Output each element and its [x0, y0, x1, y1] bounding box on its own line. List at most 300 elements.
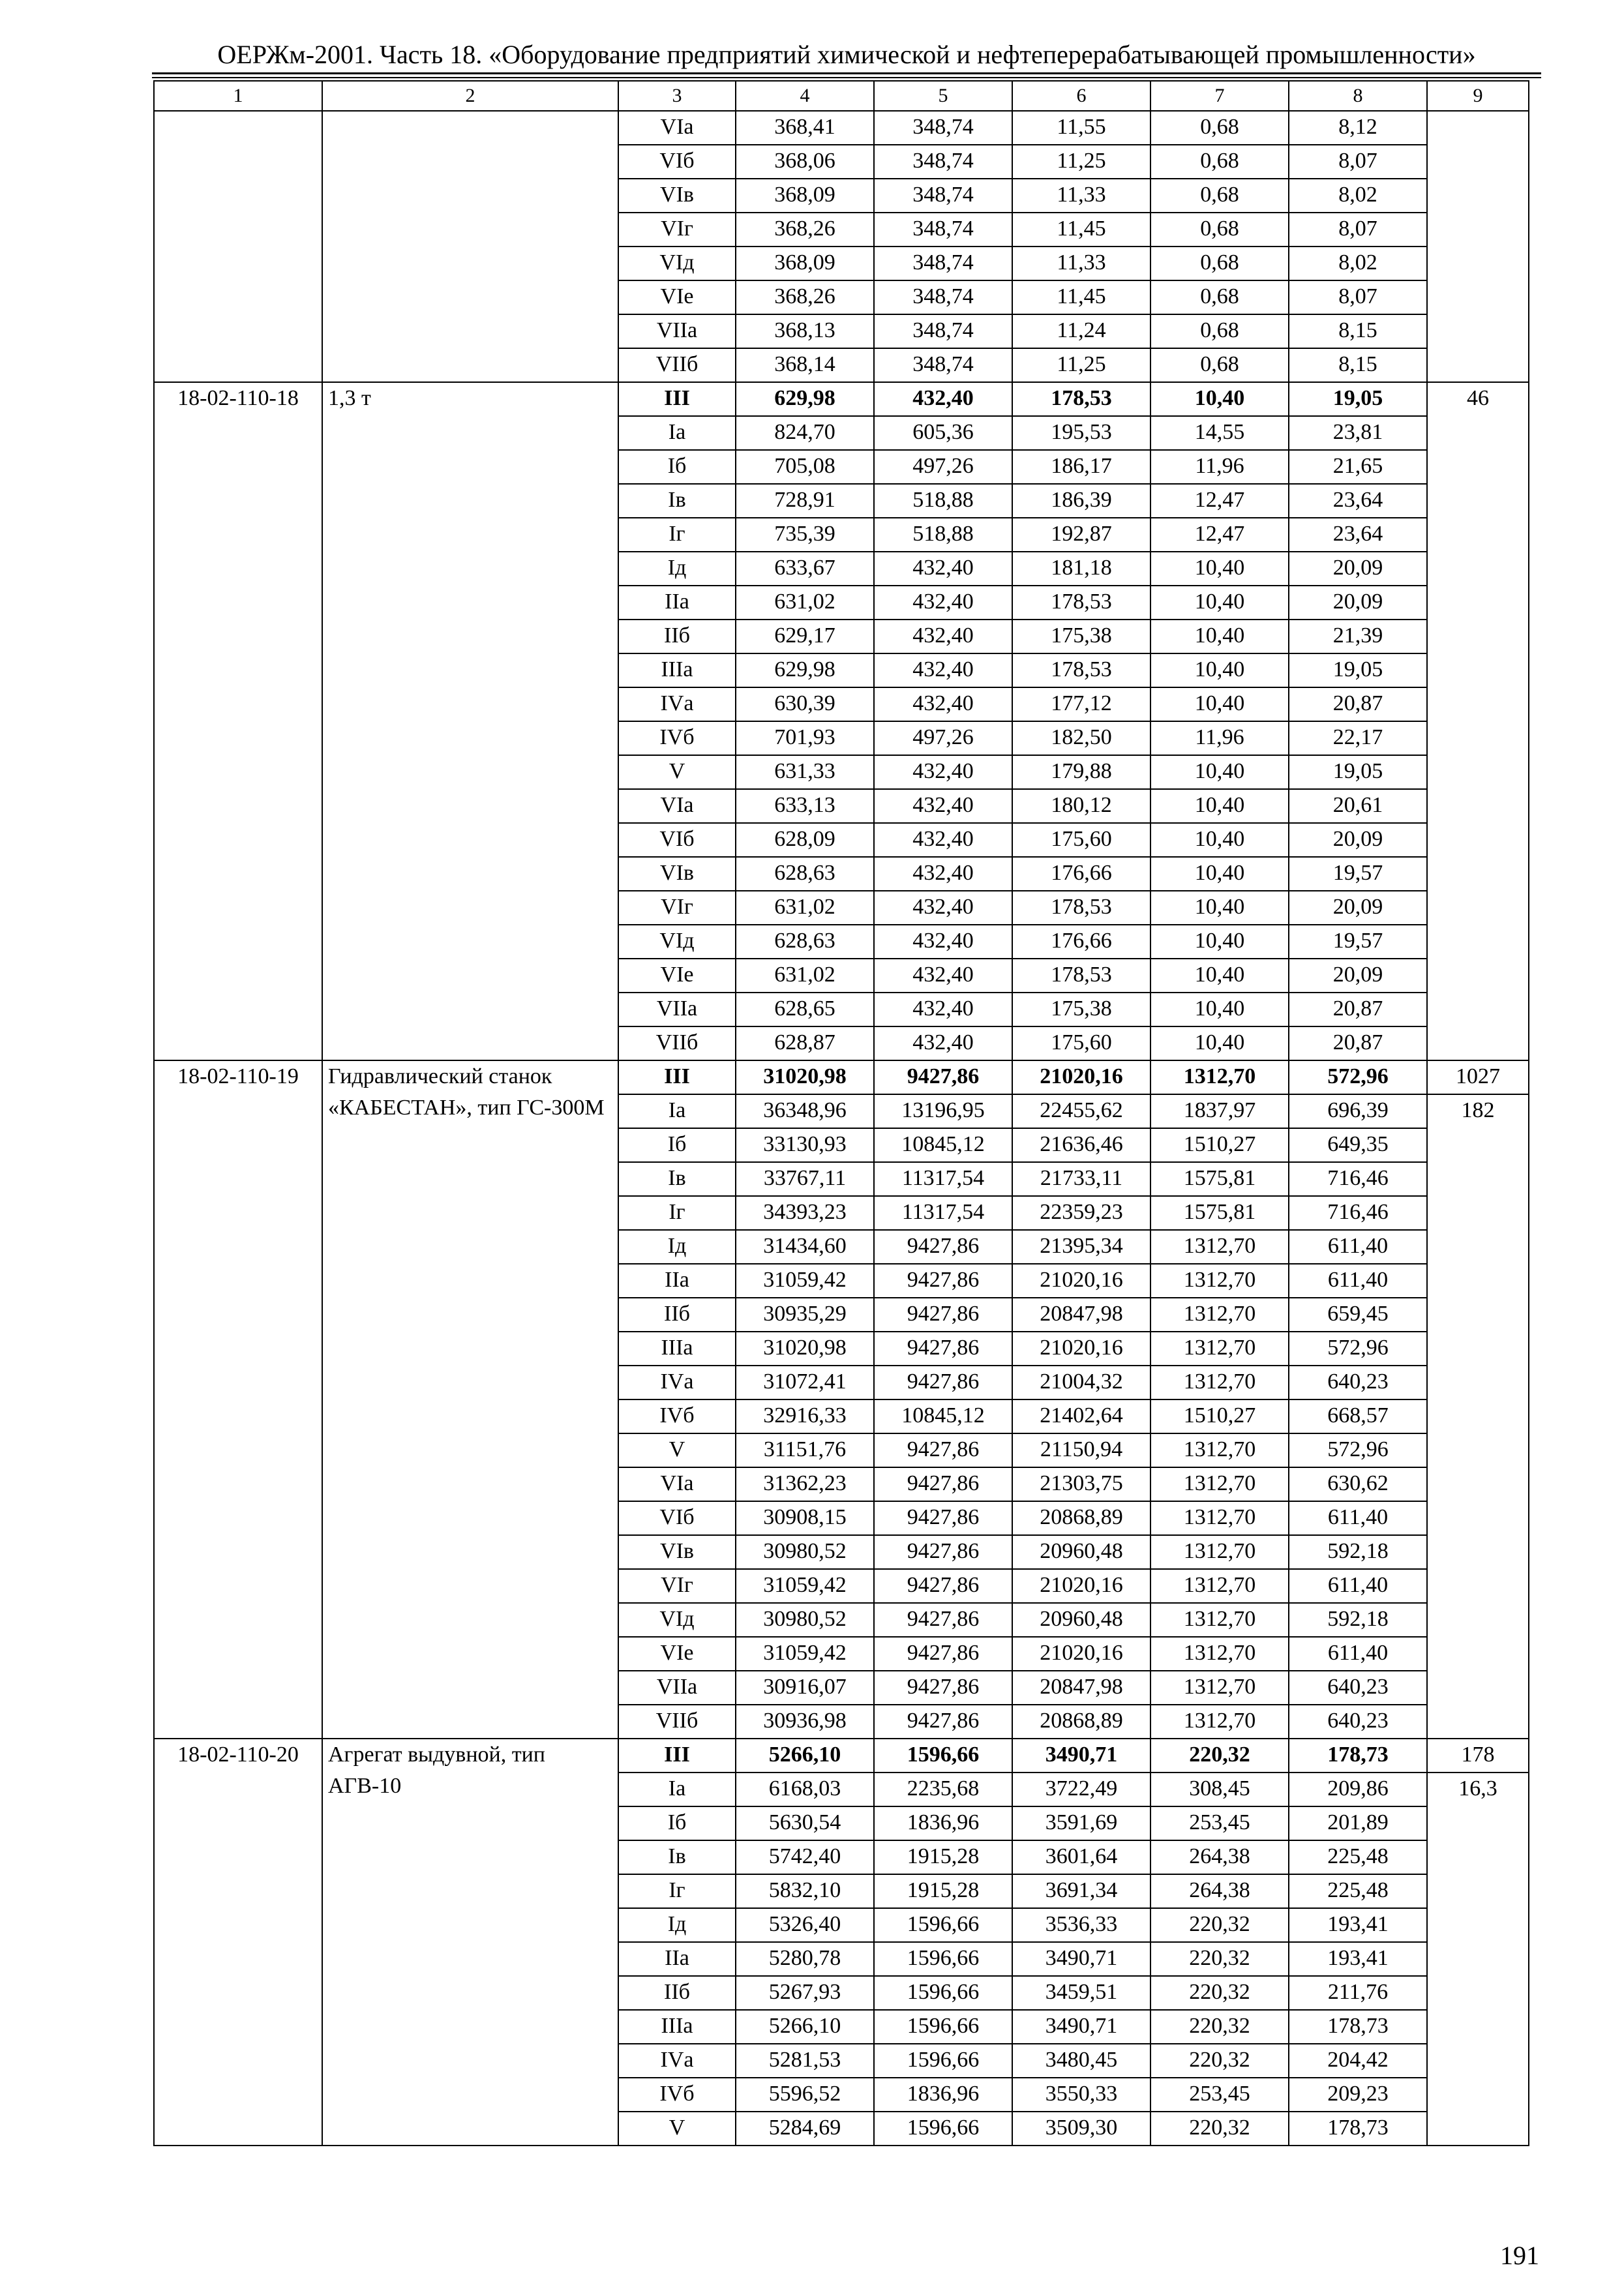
table-row	[154, 1060, 1529, 1094]
value-cell: 10,40	[1150, 620, 1289, 653]
value-cell: 9427,86	[874, 1705, 1012, 1739]
value-cell: 13196,95	[874, 1094, 1012, 1128]
level-cell: VIе	[618, 959, 736, 993]
value-cell: 11317,54	[874, 1162, 1012, 1196]
value-cell: 432,40	[874, 823, 1012, 857]
value-cell: 432,40	[874, 993, 1012, 1026]
value-cell: 209,23	[1289, 2078, 1427, 2112]
column-number: 8	[1289, 81, 1427, 111]
value-cell: 1596,66	[874, 2044, 1012, 2078]
value-cell: 3490,71	[1012, 2010, 1150, 2044]
value-cell: 432,40	[874, 857, 1012, 891]
value-cell: 209,86	[1289, 1773, 1427, 1806]
value-cell: 9427,86	[874, 1569, 1012, 1603]
value-cell: 432,40	[874, 891, 1012, 925]
value-cell: 0,68	[1150, 213, 1289, 247]
value-cell: 10,40	[1150, 382, 1289, 416]
value-cell: 220,32	[1150, 2010, 1289, 2044]
table-row	[154, 1739, 1529, 1773]
value-cell: 633,67	[736, 552, 874, 586]
value-cell: 497,26	[874, 450, 1012, 484]
level-cell: III	[618, 382, 736, 416]
value-cell: 1312,70	[1150, 1060, 1289, 1094]
value-cell: 11,55	[1012, 111, 1150, 145]
value-cell: 10,40	[1150, 891, 1289, 925]
level-cell: V	[618, 1433, 736, 1467]
value-cell: 220,32	[1150, 1976, 1289, 2010]
level-cell: III	[618, 1060, 736, 1094]
value-cell: 629,98	[736, 653, 874, 687]
value-cell: 193,41	[1289, 1908, 1427, 1942]
value-cell: 628,65	[736, 993, 874, 1026]
value-cell: 0,68	[1150, 314, 1289, 348]
level-cell: Iг	[618, 1874, 736, 1908]
value-cell: 1312,70	[1150, 1467, 1289, 1501]
value-cell: 195,53	[1012, 416, 1150, 450]
value-cell: 572,96	[1289, 1060, 1427, 1094]
value-cell: 22,17	[1289, 721, 1427, 755]
value-cell: 633,13	[736, 789, 874, 823]
level-cell: V	[618, 755, 736, 789]
name-cell	[322, 111, 618, 382]
value-cell: 3480,45	[1012, 2044, 1150, 2078]
value-cell: 1596,66	[874, 1976, 1012, 2010]
value-cell: 178,53	[1012, 653, 1150, 687]
value-cell: 21636,46	[1012, 1128, 1150, 1162]
value-cell: 631,33	[736, 755, 874, 789]
value-cell: 5266,10	[736, 2010, 874, 2044]
value-cell: 631,02	[736, 586, 874, 620]
item-code: 18-02-110-20	[154, 1739, 322, 2146]
value-cell: 1596,66	[874, 1942, 1012, 1976]
level-cell: VIд	[618, 925, 736, 959]
value-cell: 31059,42	[736, 1264, 874, 1298]
value-cell: 12,47	[1150, 484, 1289, 518]
value-cell: 23,64	[1289, 484, 1427, 518]
value-cell: 1312,70	[1150, 1501, 1289, 1535]
value-cell: 348,74	[874, 145, 1012, 179]
value-cell: 628,63	[736, 857, 874, 891]
value-cell: 225,48	[1289, 1840, 1427, 1874]
value-cell: 630,62	[1289, 1467, 1427, 1501]
level-cell: IIIа	[618, 653, 736, 687]
value-cell: 20,87	[1289, 993, 1427, 1026]
level-cell: Iб	[618, 1806, 736, 1840]
value-cell: 348,74	[874, 280, 1012, 314]
value-cell: 368,09	[736, 179, 874, 213]
value-cell: 1312,70	[1150, 1671, 1289, 1705]
item-name: 1,3 т	[322, 382, 618, 1060]
value-cell: 659,45	[1289, 1298, 1427, 1332]
value-cell: 21,65	[1289, 450, 1427, 484]
value-cell: 10,40	[1150, 755, 1289, 789]
value-cell: 220,32	[1150, 1908, 1289, 1942]
value-cell: 630,39	[736, 687, 874, 721]
value-cell: 175,60	[1012, 1026, 1150, 1060]
value-cell: 611,40	[1289, 1569, 1427, 1603]
value-cell: 3591,69	[1012, 1806, 1150, 1840]
value-cell: 1510,27	[1150, 1399, 1289, 1433]
level-cell: IIб	[618, 1976, 736, 2010]
value-cell: 10,40	[1150, 552, 1289, 586]
value-cell: 5266,10	[736, 1739, 874, 1773]
value-cell: 640,23	[1289, 1366, 1427, 1399]
value-cell: 10,40	[1150, 959, 1289, 993]
value-cell: 3490,71	[1012, 1942, 1150, 1976]
value-cell: 5267,93	[736, 1976, 874, 2010]
header-rule	[152, 72, 1541, 74]
value-cell: 31072,41	[736, 1366, 874, 1399]
value-cell: 668,57	[1289, 1399, 1427, 1433]
level-cell: IIа	[618, 1942, 736, 1976]
value-cell: 21150,94	[1012, 1433, 1150, 1467]
level-cell: VIв	[618, 1535, 736, 1569]
value-cell: 631,02	[736, 891, 874, 925]
value-cell: 179,88	[1012, 755, 1150, 789]
value-cell: 0,68	[1150, 111, 1289, 145]
value-cell: 11,25	[1012, 348, 1150, 382]
value-cell: 1312,70	[1150, 1603, 1289, 1637]
value-cell: 31059,42	[736, 1637, 874, 1671]
header-rule-thin	[152, 77, 1541, 78]
value-cell: 432,40	[874, 653, 1012, 687]
value-cell: 5742,40	[736, 1840, 874, 1874]
value-cell: 31362,23	[736, 1467, 874, 1501]
value-cell: 705,08	[736, 450, 874, 484]
value-cell: 10,40	[1150, 653, 1289, 687]
level-cell: Iг	[618, 518, 736, 552]
value-cell: 21004,32	[1012, 1366, 1150, 1399]
value-cell: 1596,66	[874, 1739, 1012, 1773]
value-cell: 432,40	[874, 620, 1012, 653]
value-cell: 5281,53	[736, 2044, 874, 2078]
value-cell: 432,40	[874, 1026, 1012, 1060]
value-cell: 1312,70	[1150, 1637, 1289, 1671]
value-cell: 1837,97	[1150, 1094, 1289, 1128]
value-cell: 1312,70	[1150, 1535, 1289, 1569]
col9-cell	[1427, 111, 1529, 382]
level-cell: Iв	[618, 484, 736, 518]
value-cell: 1312,70	[1150, 1332, 1289, 1366]
value-cell: 21020,16	[1012, 1637, 1150, 1671]
value-cell: 716,46	[1289, 1162, 1427, 1196]
item-name: Гидравлический станок «КАБЕСТАН», тип ГС-300М	[322, 1060, 618, 1739]
value-cell: 10845,12	[874, 1399, 1012, 1433]
value-cell: 22455,62	[1012, 1094, 1150, 1128]
value-cell: 21733,11	[1012, 1162, 1150, 1196]
value-cell: 605,36	[874, 416, 1012, 450]
value-cell: 9427,86	[874, 1298, 1012, 1332]
value-cell: 34393,23	[736, 1196, 874, 1230]
level-cell: IVа	[618, 2044, 736, 2078]
value-cell: 176,66	[1012, 857, 1150, 891]
level-cell: VIа	[618, 1467, 736, 1501]
value-cell: 21020,16	[1012, 1264, 1150, 1298]
value-cell: 178,53	[1012, 891, 1150, 925]
value-cell: 33767,11	[736, 1162, 874, 1196]
level-cell: Iв	[618, 1840, 736, 1874]
value-cell: 19,05	[1289, 653, 1427, 687]
value-cell: 368,06	[736, 145, 874, 179]
value-cell: 9427,86	[874, 1332, 1012, 1366]
col9-value: 46	[1427, 382, 1529, 1060]
value-cell: 8,02	[1289, 247, 1427, 280]
value-cell: 20,09	[1289, 586, 1427, 620]
level-cell: Iд	[618, 1908, 736, 1942]
value-cell: 10,40	[1150, 586, 1289, 620]
value-cell: 3536,33	[1012, 1908, 1150, 1942]
value-cell: 23,81	[1289, 416, 1427, 450]
value-cell: 192,87	[1012, 518, 1150, 552]
value-cell: 518,88	[874, 518, 1012, 552]
page-header: ОЕРЖм-2001. Часть 18. «Оборудование предприятий химической и нефтеперерабатывающей промышленности»	[217, 40, 1476, 69]
value-cell: 8,15	[1289, 348, 1427, 382]
value-cell: 572,96	[1289, 1433, 1427, 1467]
value-cell: 9427,86	[874, 1603, 1012, 1637]
table-body	[154, 111, 1529, 2146]
value-cell: 10,40	[1150, 925, 1289, 959]
value-cell: 629,98	[736, 382, 874, 416]
value-cell: 5280,78	[736, 1942, 874, 1976]
value-cell: 432,40	[874, 586, 1012, 620]
value-cell: 1312,70	[1150, 1264, 1289, 1298]
value-cell: 432,40	[874, 687, 1012, 721]
value-cell: 3722,49	[1012, 1773, 1150, 1806]
value-cell: 649,35	[1289, 1128, 1427, 1162]
value-cell: 178,53	[1012, 382, 1150, 416]
value-cell: 348,74	[874, 247, 1012, 280]
value-cell: 30936,98	[736, 1705, 874, 1739]
value-cell: 20,87	[1289, 1026, 1427, 1060]
level-cell: VIг	[618, 1569, 736, 1603]
value-cell: 1312,70	[1150, 1705, 1289, 1739]
value-cell: 177,12	[1012, 687, 1150, 721]
value-cell: 1915,28	[874, 1840, 1012, 1874]
value-cell: 1596,66	[874, 1908, 1012, 1942]
value-cell: 5284,69	[736, 2112, 874, 2146]
level-cell: VIд	[618, 247, 736, 280]
value-cell: 10,40	[1150, 1026, 1289, 1060]
value-cell: 611,40	[1289, 1637, 1427, 1671]
value-cell: 348,74	[874, 213, 1012, 247]
value-cell: 3459,51	[1012, 1976, 1150, 2010]
value-cell: 3691,34	[1012, 1874, 1150, 1908]
value-cell: 348,74	[874, 111, 1012, 145]
level-cell: IVб	[618, 1399, 736, 1433]
value-cell: 11,96	[1150, 450, 1289, 484]
value-cell: 9427,86	[874, 1230, 1012, 1264]
value-cell: 1312,70	[1150, 1230, 1289, 1264]
value-cell: 348,74	[874, 314, 1012, 348]
value-cell: 33130,93	[736, 1128, 874, 1162]
value-cell: 432,40	[874, 382, 1012, 416]
value-cell: 9427,86	[874, 1501, 1012, 1535]
value-cell: 10845,12	[874, 1128, 1012, 1162]
value-cell: 11,45	[1012, 213, 1150, 247]
level-cell: VIв	[618, 857, 736, 891]
value-cell: 20868,89	[1012, 1501, 1150, 1535]
value-cell: 21303,75	[1012, 1467, 1150, 1501]
level-cell: Iб	[618, 450, 736, 484]
value-cell: 9427,86	[874, 1433, 1012, 1467]
value-cell: 518,88	[874, 484, 1012, 518]
level-cell: VIе	[618, 1637, 736, 1671]
value-cell: 181,18	[1012, 552, 1150, 586]
value-cell: 592,18	[1289, 1535, 1427, 1569]
value-cell: 592,18	[1289, 1603, 1427, 1637]
value-cell: 1510,27	[1150, 1128, 1289, 1162]
value-cell: 11,96	[1150, 721, 1289, 755]
value-cell: 8,02	[1289, 179, 1427, 213]
value-cell: 178,53	[1012, 959, 1150, 993]
level-cell: III	[618, 1739, 736, 1773]
value-cell: 9427,86	[874, 1060, 1012, 1094]
value-cell: 631,02	[736, 959, 874, 993]
value-cell: 19,05	[1289, 382, 1427, 416]
level-cell: VIIб	[618, 1026, 736, 1060]
level-cell: VIе	[618, 280, 736, 314]
value-cell: 611,40	[1289, 1264, 1427, 1298]
value-cell: 9427,86	[874, 1467, 1012, 1501]
value-cell: 21395,34	[1012, 1230, 1150, 1264]
value-cell: 5832,10	[736, 1874, 874, 1908]
value-cell: 204,42	[1289, 2044, 1427, 2078]
level-cell: Iв	[618, 1162, 736, 1196]
value-cell: 368,13	[736, 314, 874, 348]
value-cell: 11317,54	[874, 1196, 1012, 1230]
value-cell: 1312,70	[1150, 1433, 1289, 1467]
value-cell: 9427,86	[874, 1264, 1012, 1298]
value-cell: 368,09	[736, 247, 874, 280]
rates-table	[153, 80, 1529, 2146]
value-cell: 1312,70	[1150, 1298, 1289, 1332]
value-cell: 611,40	[1289, 1230, 1427, 1264]
value-cell: 8,07	[1289, 145, 1427, 179]
level-cell: IVб	[618, 2078, 736, 2112]
value-cell: 175,60	[1012, 823, 1150, 857]
value-cell: 9427,86	[874, 1366, 1012, 1399]
value-cell: 0,68	[1150, 348, 1289, 382]
value-cell: 628,63	[736, 925, 874, 959]
value-cell: 716,46	[1289, 1196, 1427, 1230]
value-cell: 10,40	[1150, 993, 1289, 1026]
value-cell: 9427,86	[874, 1637, 1012, 1671]
value-cell: 572,96	[1289, 1332, 1427, 1366]
value-cell: 21,39	[1289, 620, 1427, 653]
level-cell: Iб	[618, 1128, 736, 1162]
value-cell: 701,93	[736, 721, 874, 755]
value-cell: 20,87	[1289, 687, 1427, 721]
value-cell: 22359,23	[1012, 1196, 1150, 1230]
value-cell: 6168,03	[736, 1773, 874, 1806]
value-cell: 432,40	[874, 925, 1012, 959]
col9-value: 16,3	[1427, 1773, 1529, 2146]
level-cell: IIб	[618, 620, 736, 653]
value-cell: 20960,48	[1012, 1603, 1150, 1637]
value-cell: 432,40	[874, 755, 1012, 789]
value-cell: 10,40	[1150, 789, 1289, 823]
value-cell: 1596,66	[874, 2010, 1012, 2044]
level-cell: VIг	[618, 213, 736, 247]
level-cell: Iа	[618, 1094, 736, 1128]
value-cell: 178,73	[1289, 2112, 1427, 2146]
value-cell: 21020,16	[1012, 1569, 1150, 1603]
value-cell: 32916,33	[736, 1399, 874, 1433]
col9-value: 182	[1427, 1094, 1529, 1739]
level-cell: IIа	[618, 1264, 736, 1298]
column-number: 3	[618, 81, 736, 111]
level-cell: Iа	[618, 1773, 736, 1806]
value-cell: 220,32	[1150, 1942, 1289, 1976]
value-cell: 182,50	[1012, 721, 1150, 755]
level-cell: IVб	[618, 721, 736, 755]
value-cell: 1596,66	[874, 2112, 1012, 2146]
level-cell: V	[618, 2112, 736, 2146]
column-number: 6	[1012, 81, 1150, 111]
value-cell: 8,15	[1289, 314, 1427, 348]
item-code: 18-02-110-19	[154, 1060, 322, 1739]
page-number: 191	[1500, 2241, 1539, 2270]
value-cell: 31059,42	[736, 1569, 874, 1603]
level-cell: VIб	[618, 823, 736, 857]
value-cell: 5326,40	[736, 1908, 874, 1942]
value-cell: 193,41	[1289, 1942, 1427, 1976]
level-cell: VIIб	[618, 1705, 736, 1739]
value-cell: 253,45	[1150, 1806, 1289, 1840]
level-cell: VIб	[618, 145, 736, 179]
value-cell: 640,23	[1289, 1671, 1427, 1705]
level-cell: VIд	[618, 1603, 736, 1637]
value-cell: 31020,98	[736, 1332, 874, 1366]
value-cell: 1312,70	[1150, 1569, 1289, 1603]
level-cell: VIIа	[618, 1671, 736, 1705]
value-cell: 20960,48	[1012, 1535, 1150, 1569]
value-cell: 11,33	[1012, 179, 1150, 213]
value-cell: 178,73	[1289, 1739, 1427, 1773]
value-cell: 824,70	[736, 416, 874, 450]
level-cell: IVа	[618, 687, 736, 721]
value-cell: 9427,86	[874, 1535, 1012, 1569]
value-cell: 20,09	[1289, 959, 1427, 993]
value-cell: 20868,89	[1012, 1705, 1150, 1739]
value-cell: 264,38	[1150, 1874, 1289, 1908]
value-cell: 3509,30	[1012, 2112, 1150, 2146]
level-cell: IIIа	[618, 1332, 736, 1366]
value-cell: 180,12	[1012, 789, 1150, 823]
value-cell: 10,40	[1150, 857, 1289, 891]
value-cell: 31020,98	[736, 1060, 874, 1094]
column-number: 1	[154, 81, 322, 111]
value-cell: 19,05	[1289, 755, 1427, 789]
value-cell: 1836,96	[874, 2078, 1012, 2112]
value-cell: 432,40	[874, 552, 1012, 586]
value-cell: 308,45	[1150, 1773, 1289, 1806]
col9-value: 178	[1427, 1739, 1529, 1773]
column-number: 4	[736, 81, 874, 111]
value-cell: 36348,96	[736, 1094, 874, 1128]
value-cell: 368,14	[736, 348, 874, 382]
value-cell: 264,38	[1150, 1840, 1289, 1874]
value-cell: 728,91	[736, 484, 874, 518]
level-cell: Iа	[618, 416, 736, 450]
level-cell: VIIб	[618, 348, 736, 382]
value-cell: 11,33	[1012, 247, 1150, 280]
level-cell: VIг	[618, 891, 736, 925]
value-cell: 2235,68	[874, 1773, 1012, 1806]
value-cell: 3550,33	[1012, 2078, 1150, 2112]
value-cell: 178,73	[1289, 2010, 1427, 2044]
value-cell: 9427,86	[874, 1671, 1012, 1705]
